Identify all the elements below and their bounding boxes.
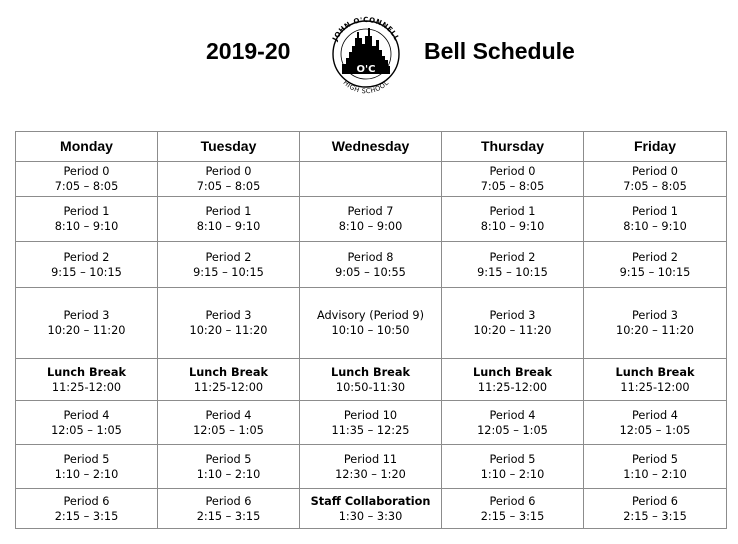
schedule-cell [584,401,727,445]
schedule-cell [158,197,300,242]
period-time: 2:15 – 3:15 [54,509,119,523]
schedule-cell [442,242,584,288]
period-time: 10:20 – 11:20 [47,324,126,337]
period-row [16,401,727,445]
period-time: 11:25-12:00 [477,380,548,394]
period-time: 9:15 – 10:15 [477,265,548,279]
schedule-cell [300,401,442,445]
period-label: Lunch Break [473,365,552,379]
period-label: Period 11 [343,452,398,466]
school-logo [326,8,406,100]
schedule-cell [158,445,300,489]
schedule-cell [300,242,442,288]
period-time: 8:10 – 9:10 [54,220,119,233]
period-label: Lunch Break [47,365,126,379]
schedule-cell [158,359,300,401]
schedule-title: Bell Schedule [424,38,575,64]
period-label: Period 2 [489,250,536,264]
period-time: 10:20 – 11:20 [189,324,268,337]
schedule-cell [584,242,727,288]
period-label: Period 10 [343,408,398,422]
period-time: 7:05 – 8:05 [623,180,687,193]
period-time: 11:25-12:00 [51,380,122,394]
period-time: 1:10 – 2:10 [196,467,261,481]
period-time: 2:15 – 3:15 [196,509,261,523]
period-time: 12:05 – 1:05 [477,423,548,437]
logo-bottom-text: HIGH SCHOOL [341,78,391,96]
period-time: 8:10 – 9:10 [623,220,687,233]
schedule-cell [300,162,442,197]
period-time: 11:25-12:00 [620,380,690,394]
period-time: 9:15 – 10:15 [619,265,691,279]
schedule-cell [158,401,300,445]
logo-top-text: JOHN O'CONNELL [331,15,401,43]
period-label: Period 5 [489,452,536,466]
period-label: Period 6 [63,494,110,508]
schedule-cell [584,489,727,529]
period-label: Staff Collaboration [310,494,431,508]
period-label: Period 4 [489,408,536,422]
schedule-cell [300,445,442,489]
period-row [16,359,727,401]
logo-monogram: O'C [356,64,376,75]
period-label: Period 4 [63,408,110,422]
day-header: Wednesday [300,132,442,162]
schedule-cell [300,359,442,401]
period-time: 2:15 – 3:15 [623,509,687,523]
period-time: 1:10 – 2:10 [623,467,687,481]
period-label: Period 6 [631,494,678,508]
schedule-cell [442,401,584,445]
schedule-cell [16,489,158,529]
period-label: Period 3 [63,309,110,322]
schedule-cell [442,197,584,242]
period-label: Period 3 [631,309,678,322]
period-label: Period 4 [205,408,252,422]
schedule-cell [300,288,442,359]
schedule-cell [584,445,727,489]
period-label: Lunch Break [615,365,695,379]
period-label: Advisory (Period 9) [316,309,425,322]
schedule-cell [442,359,584,401]
schedule-cell [16,445,158,489]
period-time: 8:10 – 9:10 [480,220,545,233]
period-time: 12:30 – 1:20 [335,467,406,481]
period-label: Period 5 [63,452,110,466]
period-label: Period 0 [205,165,252,178]
schedule-cell [16,401,158,445]
period-time: 7:05 – 8:05 [480,180,545,193]
period-time: 1:10 – 2:10 [54,467,119,481]
period-row [16,288,727,359]
day-header: Tuesday [158,132,300,162]
day-header: Monday [16,132,158,162]
period-time: 10:20 – 11:20 [473,324,552,337]
period-label: Lunch Break [189,365,268,379]
period-label: Period 2 [63,250,110,264]
schedule-cell [584,197,727,242]
period-row [16,242,727,288]
period-label: Period 6 [205,494,252,508]
schedule-cell [300,197,442,242]
period-time: 10:50-11:30 [335,380,406,394]
period-label: Period 2 [205,250,252,264]
period-time: 9:05 – 10:55 [335,265,406,279]
schedule-cell [16,242,158,288]
period-time: 2:15 – 3:15 [480,509,545,523]
period-label: Period 0 [489,165,536,178]
period-label: Period 1 [205,205,252,218]
period-label: Period 5 [205,452,252,466]
period-time: 10:10 – 10:50 [331,324,410,337]
schedule-cell [442,162,584,197]
period-time: 7:05 – 8:05 [196,180,261,193]
period-label: Period 0 [631,165,678,178]
period-label: Period 8 [347,250,394,264]
schedule-cell [16,162,158,197]
schedule-cell [584,359,727,401]
period-time: 10:20 – 11:20 [616,324,694,337]
period-label: Period 5 [631,452,678,466]
period-time: 12:05 – 1:05 [51,423,122,437]
period-time: 12:05 – 1:05 [193,423,264,437]
period-label: Period 1 [63,205,110,218]
schedule-cell [16,359,158,401]
schedule-cell [584,162,727,197]
schedule-year: 2019-20 [206,38,291,64]
period-time: 9:15 – 10:15 [51,265,122,279]
period-row [16,489,727,529]
period-time: 11:35 – 12:25 [331,423,410,437]
schedule-cell [442,445,584,489]
period-label: Period 1 [489,205,536,218]
schedule-cell [300,489,442,529]
period-time: 7:05 – 8:05 [54,180,119,193]
bell-schedule-table [15,131,727,529]
period-time: 8:10 – 9:10 [196,220,261,233]
schedule-cell [158,489,300,529]
day-header: Friday [584,132,727,162]
period-label: Period 3 [489,309,536,322]
period-label: Period 1 [631,205,678,218]
period-label: Lunch Break [331,365,410,379]
period-row [16,445,727,489]
day-header-row [16,132,727,162]
period-time: 12:05 – 1:05 [619,423,691,437]
period-label: Period 6 [489,494,536,508]
period-label: Period 4 [631,408,678,422]
schedule-cell [16,288,158,359]
period-row [16,197,727,242]
period-label: Period 2 [631,250,678,264]
schedule-cell [442,288,584,359]
period-time: 11:25-12:00 [193,380,264,394]
period-time: 8:10 – 9:00 [338,220,403,233]
period-time: 1:10 – 2:10 [480,467,545,481]
day-header: Thursday [442,132,584,162]
period-row [16,162,727,197]
schedule-cell [158,242,300,288]
period-time: 9:15 – 10:15 [193,265,264,279]
schedule-cell [158,288,300,359]
schedule-cell [584,288,727,359]
period-time: 1:30 – 3:30 [338,509,403,523]
schedule-cell [16,197,158,242]
period-label: Period 3 [205,309,252,322]
schedule-cell [158,162,300,197]
period-label: Period 0 [63,165,110,178]
schedule-cell [442,489,584,529]
period-label: Period 7 [347,205,394,218]
